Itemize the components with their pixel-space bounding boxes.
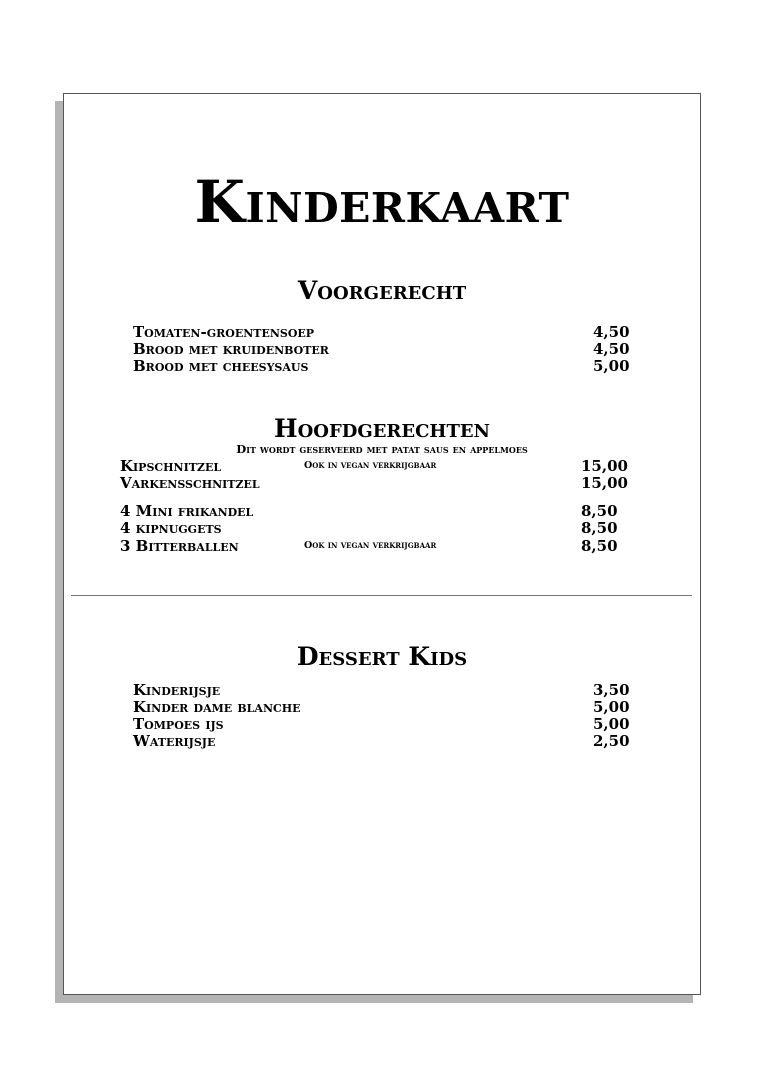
menu-item bbox=[120, 537, 640, 555]
menu-item-name: Kipschnitzel bbox=[120, 457, 222, 475]
menu-item-price: 4,50 bbox=[593, 340, 630, 358]
menu-item bbox=[133, 732, 633, 750]
menu-item-name: Waterijsje bbox=[133, 732, 216, 750]
menu-item-name: Kinderijsje bbox=[133, 681, 221, 699]
menu-item-price: 5,00 bbox=[593, 715, 630, 733]
menu-item-name: 4 Mini frikandel bbox=[120, 502, 254, 520]
menu-item-price: 8,50 bbox=[581, 519, 618, 537]
menu-item bbox=[120, 457, 640, 475]
menu-item bbox=[133, 357, 633, 375]
section-subtitle-hoofdgerechten: Dit wordt geserveerd met patat saus en appelmoes bbox=[236, 442, 528, 456]
menu-item-name: Brood met cheesysaus bbox=[133, 357, 309, 375]
divider-line bbox=[71, 595, 692, 596]
menu-item bbox=[120, 519, 640, 537]
menu-item-price: 5,00 bbox=[593, 698, 630, 716]
menu-page bbox=[63, 93, 701, 995]
menu-item-name: Tomaten-groentensoep bbox=[133, 323, 315, 341]
menu-item-note: Ook in vegan verkrijgbaar bbox=[304, 460, 437, 471]
menu-item-price: 2,50 bbox=[593, 732, 630, 750]
menu-item-price: 5,00 bbox=[593, 357, 630, 375]
menu-item-name: Kinder dame blanche bbox=[133, 698, 301, 716]
menu-item-price: 15,00 bbox=[581, 474, 628, 492]
section-heading-hoofdgerechten: Hoofdgerechten bbox=[273, 414, 491, 443]
menu-item-name: 4 kipnuggets bbox=[120, 519, 222, 537]
menu-item-name: 3 Bitterballen bbox=[120, 537, 239, 555]
menu-item-note: Ook in vegan verkrijgbaar bbox=[304, 540, 437, 551]
section-heading-voorgerecht: Voorgerecht bbox=[297, 276, 467, 305]
menu-item bbox=[133, 681, 633, 699]
menu-item-price: 8,50 bbox=[581, 502, 618, 520]
menu-item bbox=[133, 323, 633, 341]
menu-item-name: Varkensschnitzel bbox=[120, 474, 260, 492]
menu-title: Kinderkaart bbox=[194, 168, 570, 236]
menu-item bbox=[133, 698, 633, 716]
menu-item bbox=[120, 474, 640, 492]
menu-item-price: 8,50 bbox=[581, 537, 618, 555]
section-heading-dessert: Dessert Kids bbox=[296, 642, 468, 671]
menu-item bbox=[133, 340, 633, 358]
menu-item-price: 4,50 bbox=[593, 323, 630, 341]
menu-item-name: Tompoes ijs bbox=[133, 715, 224, 733]
menu-item bbox=[120, 502, 640, 520]
menu-item-price: 3,50 bbox=[593, 681, 630, 699]
menu-item-name: Brood met kruidenboter bbox=[133, 340, 329, 358]
menu-item-price: 15,00 bbox=[581, 457, 628, 475]
menu-item bbox=[133, 715, 633, 733]
